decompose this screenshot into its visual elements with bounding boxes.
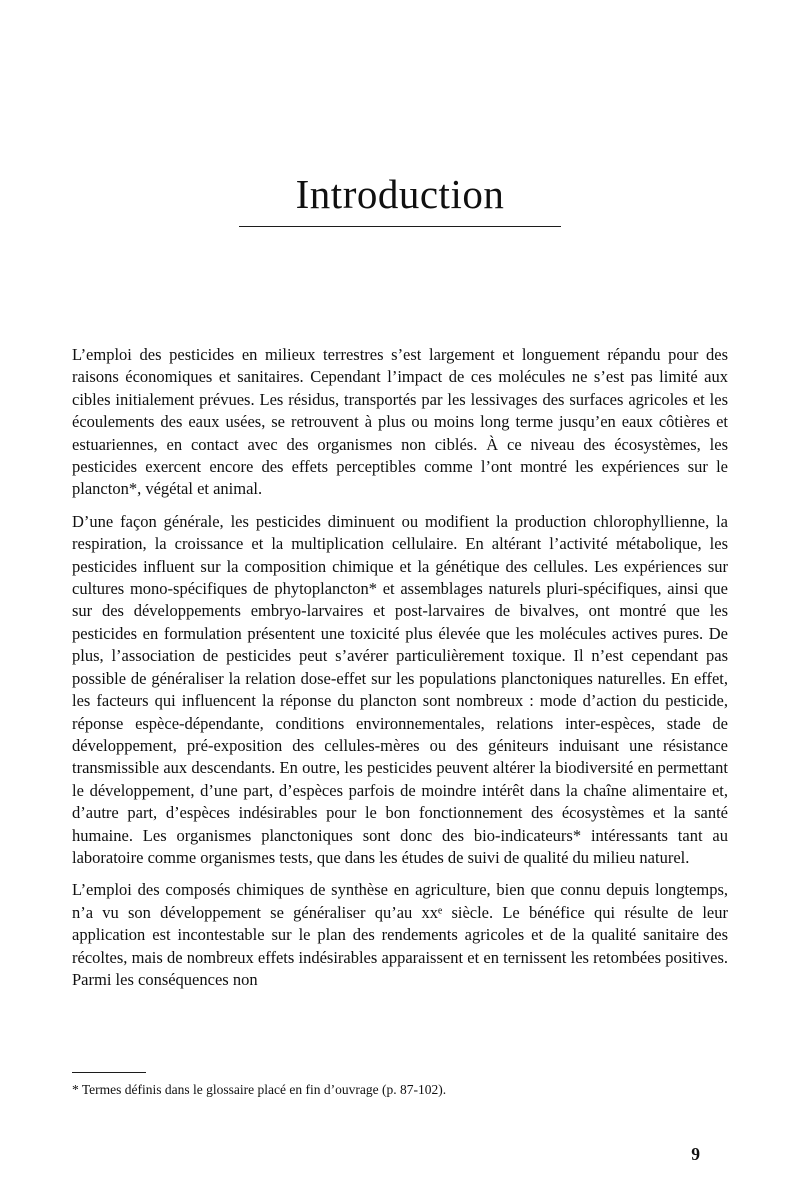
- footnote-area: [72, 1072, 728, 1099]
- title-block: [72, 172, 728, 227]
- paragraph-1: L’emploi des pesticides en milieux terrestres s’est largement et longuement répandu pour des raisons économiques et sanitaires. Cependant l’impact de ces molécules ne s’est pas limité aux cibles initialement prévues. Les résidus, transportés par les lessivages des surfaces agricoles et les écoulements des eaux usées, se retrouvent à plus ou moins long terme jusqu’en eaux côtières et estuariennes, en contact avec des organismes non ciblés. À ce niveau des écosystèmes, les pesticides exercent encore des effets perceptibles comme l’ont montré les expériences sur le plancton*, végétal et animal.: [72, 345, 728, 499]
- title-underline: [239, 226, 561, 227]
- footnote-rule: [72, 1072, 146, 1073]
- paragraph-2: D’une façon générale, les pesticides diminuent ou modifient la production chlorophyllienne, la respiration, la croissance et la multiplication cellulaire. En altérant l’activité métabolique, les pesticides influent sur la composition chimique et la génétique des cellules. Les expériences sur cultures mono-spécifiques de phytoplancton* et assemblages naturels pluri-spécifiques, ainsi que sur des développements embryo-larvaires et post-larvaires de bivalves, ont montré que les pesticides en formulation présentent une toxicité plus élevée que les molécules actives pures. De plus, l’association de pesticides peut s’avérer particulièrement toxique. Il n’est cependant pas possible de généraliser la relation dose-effet sur les populations planctoniques naturelles. En effet, les facteurs qui influencent la réponse du plancton sont nombreux : mode d’action du pesticide, réponse espèce-dépendante, conditions environnementales, relations inter-espèces, stade de développement, pré-exposition des cellules-mères ou des géniteurs induisant une résistance transmissible aux descendants. En outre, les pesticides peuvent altérer la biodiversité en permettant le développement, d’une part, d’espèces parfois de moindre intérêt dans la chaîne alimentaire et, d’autre part, d’espèces indésirables pour le bon fonctionnement des écosystèmes et la santé humaine. Les organismes planctoniques sont donc des bio-indicateurs* intéressants tant au laboratoire comme organismes tests, que dans les études de suivi de qualité du milieu naturel.: [72, 511, 728, 867]
- page-number: 9: [691, 1144, 700, 1164]
- body-text: [72, 344, 728, 1001]
- paragraph-3: L’emploi des composés chimiques de synthèse en agriculture, bien que connu depuis longtemps, n’a vu son développement se généraliser qu’au xxᵉ siècle. Le bénéfice qui résulte de leur application est incontestable sur le plan des rendements agricoles et de la qualité sanitaire des récoltes, mais de nombreux effets indésirables apparaissent et en ternissent les retombées positives. Parmi les conséquences non: [72, 880, 728, 989]
- footnote-text: * Termes définis dans le glossaire placé en fin d’ouvrage (p. 87-102).: [72, 1082, 447, 1097]
- chapter-title: Introduction: [295, 171, 505, 217]
